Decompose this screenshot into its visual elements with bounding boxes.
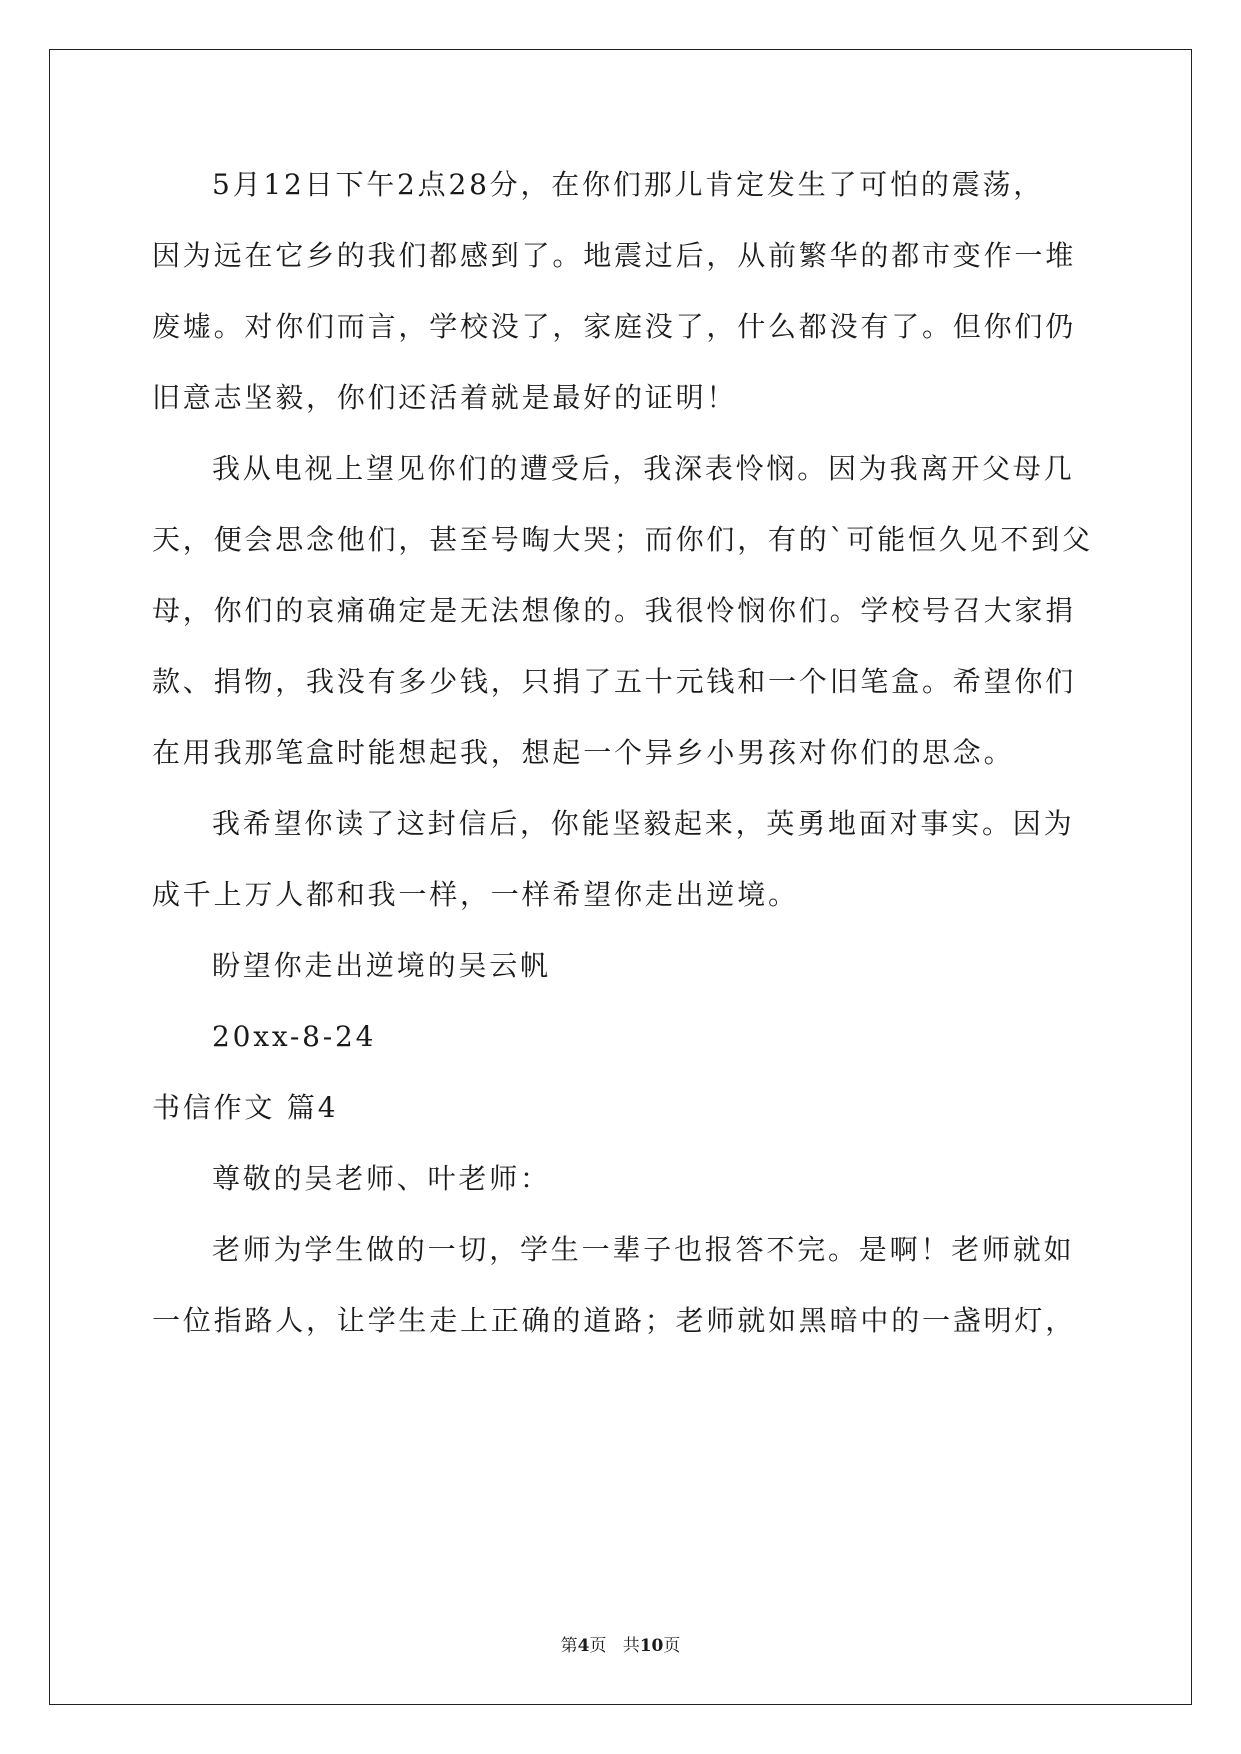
paragraph-4-line-1: 老师为学生做的一切，学生一辈子也报答不完。是啊！老师就如 [212, 1233, 1075, 1266]
signature-line: 盼望你走出逆境的吴云帆 [212, 949, 551, 982]
footer-total-suffix: 页 [663, 1636, 681, 1656]
paragraph-1-line-3: 废墟。对你们而言，学校没了，家庭没了，什么都没有了。但你们仍 [152, 310, 1077, 343]
page-footer [0, 1631, 1241, 1656]
section-heading: 书信作文 篇4 [152, 1091, 339, 1124]
paragraph-2-line-5: 在用我那笔盒时能想起我，想起一个异乡小男孩对你们的思念。 [152, 736, 1015, 769]
footer-page-number: 4 [577, 1636, 590, 1656]
paragraph-3-line-1: 我希望你读了这封信后，你能坚毅起来，英勇地面对事实。因为 [212, 807, 1075, 840]
paragraph-2-line-3: 母，你们的哀痛确定是无法想像的。我很怜悯你们。学校号召大家捐 [152, 594, 1077, 627]
paragraph-3-line-2: 成千上万人都和我一样，一样希望你走出逆境。 [152, 878, 799, 911]
paragraph-2-line-4: 款、捐物，我没有多少钱，只捐了五十元钱和一个旧笔盒。希望你们 [152, 665, 1077, 698]
date-line: 20xx-8-24 [212, 1020, 377, 1053]
paragraph-1-line-4: 旧意志坚毅，你们还活着就是最好的证明！ [152, 381, 738, 414]
footer-prefix: 第 [560, 1636, 578, 1656]
footer-total-pages: 10 [639, 1636, 664, 1656]
paragraph-4-line-2: 一位指路人，让学生走上正确的道路；老师就如黑暗中的一盏明灯， [152, 1304, 1077, 1337]
paragraph-1-line-1: 5月12日下午2点28分，在你们那儿肯定发生了可怕的震荡， [212, 168, 1045, 201]
paragraph-2-line-2: 天，便会思念他们，甚至号啕大哭；而你们，有的`可能恒久见不到父 [152, 523, 1093, 556]
salutation-line: 尊敬的吴老师、叶老师： [212, 1162, 551, 1195]
paragraph-2-line-1: 我从电视上望见你们的遭受后，我深表怜悯。因为我离开父母几 [212, 452, 1075, 485]
paragraph-1-line-2: 因为远在它乡的我们都感到了。地震过后，从前繁华的都市变作一堆 [152, 239, 1077, 272]
footer-page-suffix: 页 [589, 1636, 607, 1656]
footer-total-prefix: 共 [622, 1636, 640, 1656]
